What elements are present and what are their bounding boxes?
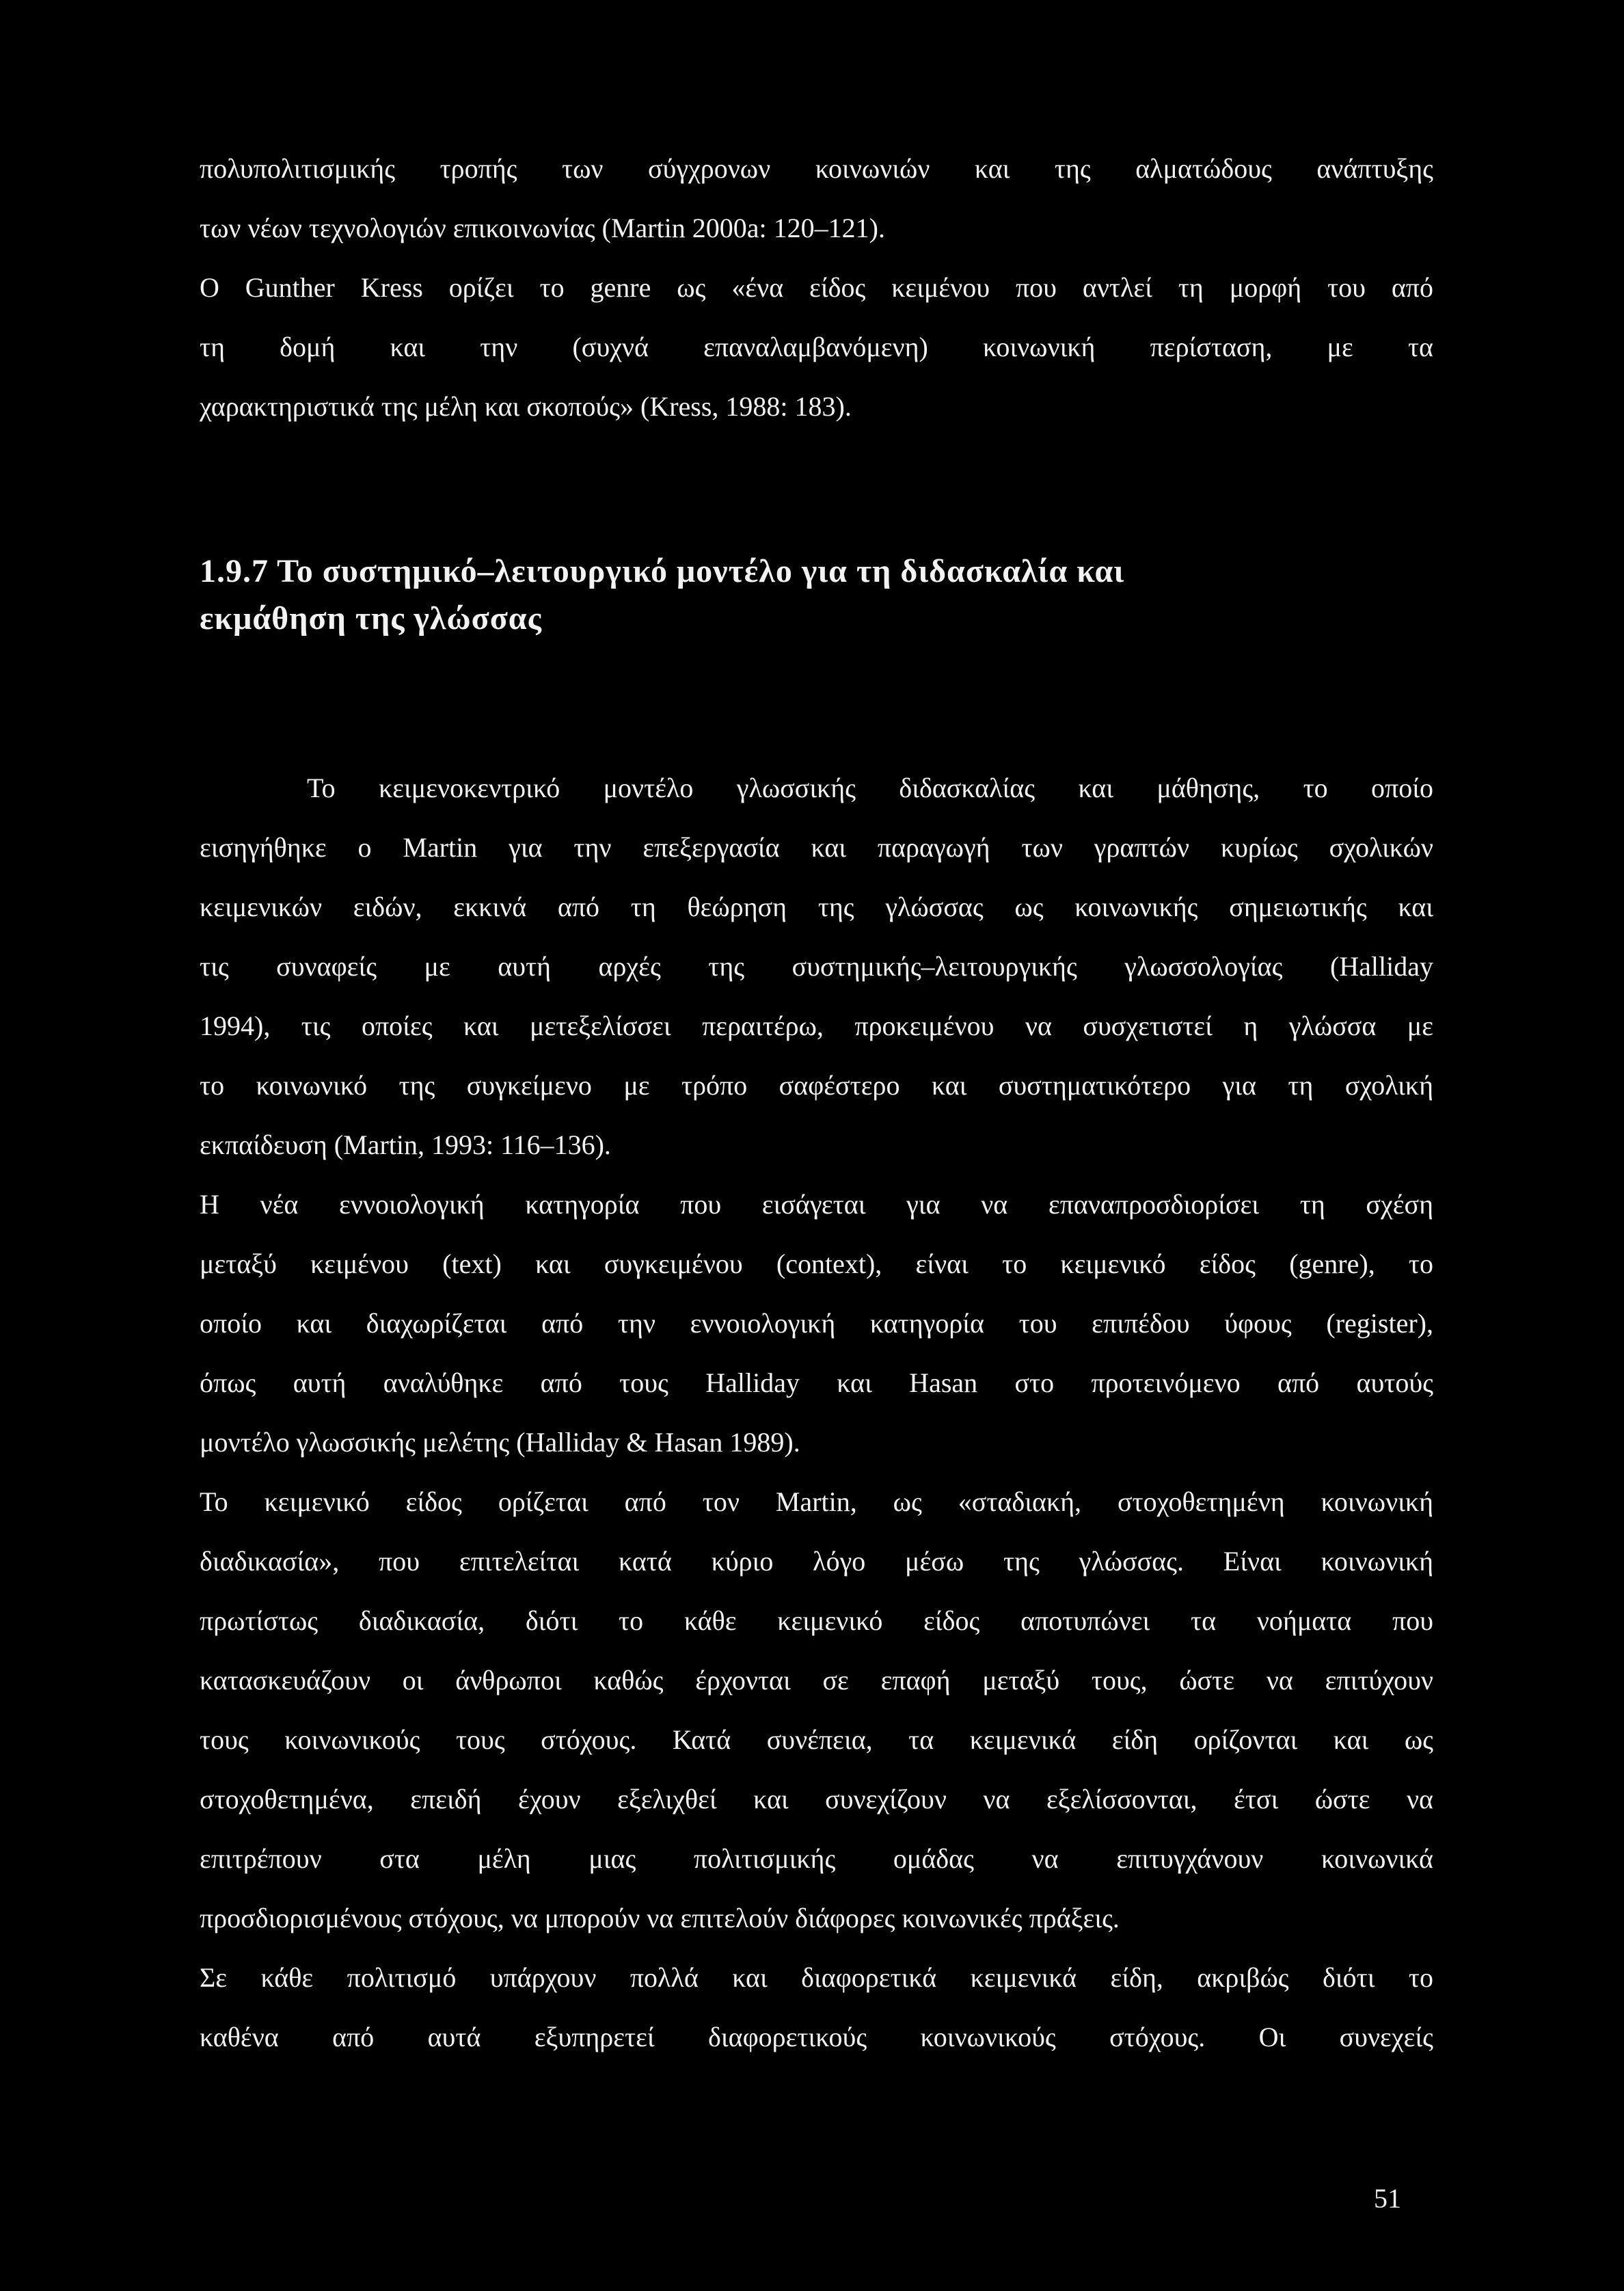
paragraph-3-line-4: τις συναφείς με αυτή αρχές της συστημικής–λειτουργικής γλωσσολογίας (Halliday [200, 951, 1433, 982]
paragraph-6-line-1: Σε κάθε πολιτισμό υπάρχουν πολλά και διαφορετικά κειμενικά είδη, ακριβώς διότι το [200, 1962, 1433, 1993]
paragraph-4-line-5: μοντέλο γλωσσικής μελέτης (Halliday & Hasan 1989). [200, 1427, 800, 1458]
paragraph-3-line-7: εκπαίδευση (Martin, 1993: 116–136). [200, 1129, 611, 1160]
paragraph-6-line-2: καθένα από αυτά εξυπηρετεί διαφορετικούς κοινωνικούς στόχους. Οι συνεχείς [200, 2022, 1433, 2052]
section-heading-line-2: εκμάθηση της γλώσσας [200, 600, 542, 637]
paragraph-5-line-2: διαδικασία», που επιτελείται κατά κύριο λόγο μέσω της γλώσσας. Είναι κοινωνική [200, 1546, 1433, 1577]
paragraph-2-line-2: τη δομή και την (συχνά επαναλαμβανόμενη) κοινωνική περίσταση, με τα [200, 332, 1433, 362]
paragraph-1-line-1: πολυπολιτισμικής τροπής των σύγχρονων κοινωνιών και της αλματώδους ανάπτυξης [200, 153, 1433, 184]
paragraph-5-line-6: στοχοθετημένα, επειδή έχουν εξελιχθεί και συνεχίζουν να εξελίσσονται, έτσι ώστε να [200, 1784, 1433, 1814]
paragraph-5-line-4: κατασκευάζουν οι άνθρωποι καθώς έρχονται σε επαφή μεταξύ τους, ώστε να επιτύχουν [200, 1665, 1433, 1696]
paragraph-4-line-2: μεταξύ κειμένου (text) και συγκειμένου (context), είναι το κειμενικό είδος (genre), το [200, 1248, 1433, 1279]
paragraph-3-line-5: 1994), τις οποίες και μετεξελίσσει περαιτέρω, προκειμένου να συσχετιστεί η γλώσσα με [200, 1010, 1433, 1041]
paragraph-2-line-1: Ο Gunther Kress ορίζει το genre ως «ένα είδος κειμένου που αντλεί τη μορφή του από [200, 272, 1433, 303]
paragraph-1-line-2: των νέων τεχνολογιών επικοινωνίας (Martin 2000a: 120–121). [200, 213, 885, 243]
paragraph-4-line-3: οποίο και διαχωρίζεται από την εννοιολογική κατηγορία του επιπέδου ύφους (register), [200, 1308, 1433, 1339]
paragraph-4-line-4: όπως αυτή αναλύθηκε από τους Halliday και Hasan στο προτεινόμενο από αυτούς [200, 1367, 1433, 1398]
section-heading-line-1: 1.9.7 Το συστημικό–λειτουργικό μοντέλο για τη διδασκαλία και [200, 553, 1125, 589]
paragraph-5-line-1: Το κειμενικό είδος ορίζεται από τον Martin, ως «σταδιακή, στοχοθετημένη κοινωνική [200, 1486, 1433, 1517]
paragraph-5-line-7: επιτρέπουν στα μέλη μιας πολιτισμικής ομάδας να επιτυγχάνουν κοινωνικά [200, 1843, 1433, 1874]
paragraph-3-line-1: Το κειμενοκεντρικό μοντέλο γλωσσικής διδασκαλίας και μάθησης, το οποίο [307, 773, 1433, 803]
paragraph-4-line-1: Η νέα εννοιολογική κατηγορία που εισάγεται για να επαναπροσδιορίσει τη σχέση [200, 1189, 1433, 1220]
paragraph-3-line-6: το κοινωνικό της συγκείμενο με τρόπο σαφέστερο και συστηματικότερο για τη σχολική [200, 1070, 1433, 1101]
paragraph-3-line-2: εισηγήθηκε ο Martin για την επεξεργασία και παραγωγή των γραπτών κυρίως σχολικών [200, 832, 1433, 863]
page-number: 51 [1374, 2183, 1401, 2214]
paragraph-2-line-3: χαρακτηριστικά της μέλη και σκοπούς» (Kress, 1988: 183). [200, 391, 852, 422]
paragraph-5-line-8: προσδιορισμένους στόχους, να μπορούν να επιτελούν διάφορες κοινωνικές πράξεις. [200, 1903, 1120, 1933]
paragraph-5-line-3: πρωτίστως διαδικασία, διότι το κάθε κειμενικό είδος αποτυπώνει τα νοήματα που [200, 1605, 1433, 1636]
paragraph-3-line-3: κειμενικών ειδών, εκκινά από τη θεώρηση της γλώσσας ως κοινωνικής σημειωτικής και [200, 892, 1433, 922]
paragraph-5-line-5: τους κοινωνικούς τους στόχους. Κατά συνέπεια, τα κειμενικά είδη ορίζονται και ως [200, 1724, 1433, 1755]
